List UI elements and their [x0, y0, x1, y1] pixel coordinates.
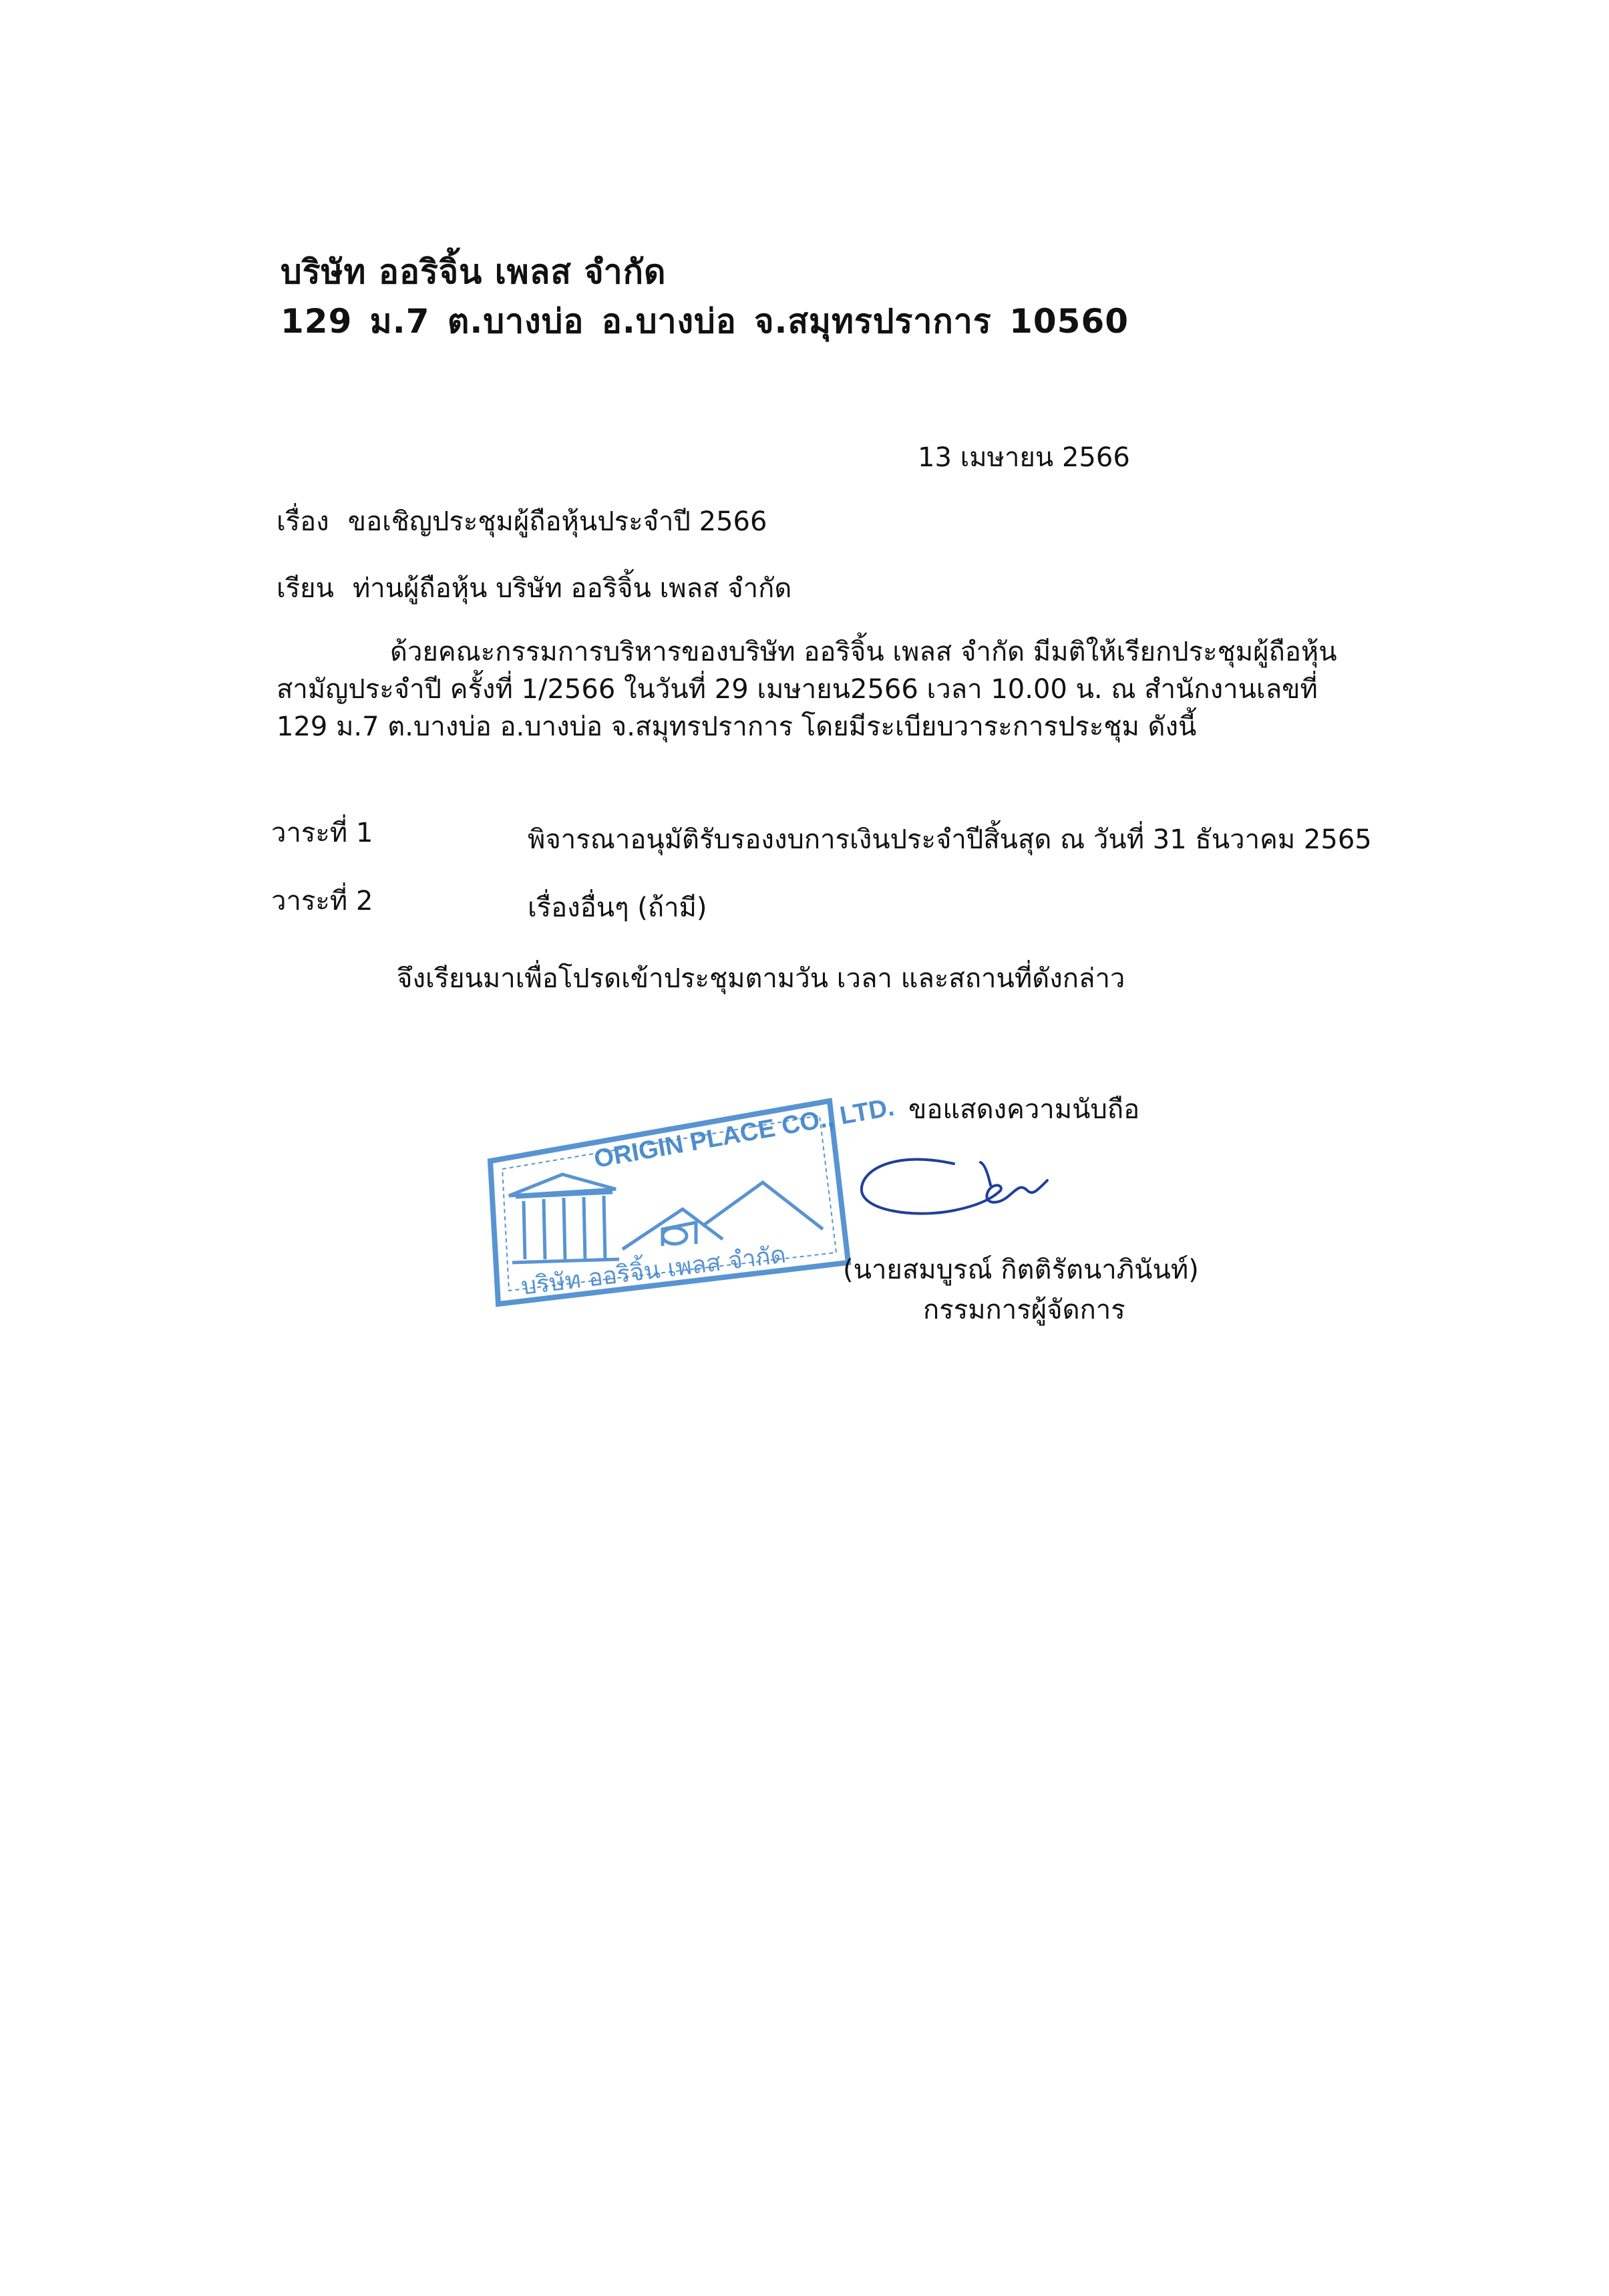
signer-title: กรรมการผู้จัดการ — [923, 1295, 1125, 1325]
stamp-text-th: บริษัท ออริจิ้น เพลส จำกัด — [520, 1241, 787, 1301]
building-columns-icon — [509, 1174, 619, 1263]
signer-name: (นายสมบูรณ์ กิตติรัตนาภินันท์) — [843, 1255, 1199, 1285]
letter-date: 13 เมษายน 2566 — [918, 442, 1130, 473]
company-stamp — [482, 1093, 896, 1316]
stamp-text-en: ORIGIN PLACE CO., LTD. — [592, 1093, 896, 1174]
body-paragraph — [277, 633, 1412, 746]
paragraph-line: สามัญประจำปี ครั้งที่ 1/2566 ในวันที่ 29 เมษายน2566 เวลา 10.00 น. ณ สำนักงานเลขที่ — [277, 674, 1318, 705]
subject-line — [277, 500, 767, 542]
company-address: 129 ม.7 ต.บางบ่อ อ.บางบ่อ จ.สมุทรปราการ 10560 — [281, 302, 1129, 341]
house-roof-icon — [622, 1182, 823, 1249]
recipient-line — [277, 566, 791, 609]
agenda-number: วาระที่ 2 — [271, 886, 373, 917]
paragraph-line: 129 ม.7 ต.บางบ่อ อ.บางบ่อ จ.สมุทรปราการ โดยมีระเบียบวาระการประชุม ดังนี้ — [277, 711, 1197, 742]
agenda-text: พิจารณาอนุมัติรับรองงบการเงินประจำปีสิ้นสุด ณ วันที่ 31 ธันวาคม 2565 — [528, 824, 1372, 855]
subject-label: เรื่อง — [277, 506, 329, 537]
handwritten-signature — [854, 1144, 1067, 1231]
agenda-number: วาระที่ 1 — [271, 818, 373, 848]
paragraph-line: ด้วยคณะกรรมการบริหารของบริษัท ออริจิ้น เพลส จำกัด มีมติให้เรียกประชุมผู้ถือหุ้น — [390, 637, 1337, 667]
regards-line: ขอแสดงความนับถือ — [908, 1094, 1140, 1125]
closing-sentence: จึงเรียนมาเพื่อโปรดเข้าประชุมตามวัน เวลา และสถานที่ดังกล่าว — [397, 963, 1125, 994]
company-name: บริษัท ออริจิ้น เพลส จำกัด — [281, 253, 667, 291]
recipient-label: เรียน — [277, 573, 334, 604]
agenda-text: เรื่องอื่นๆ (ถ้ามี) — [528, 892, 707, 923]
recipient-text: ท่านผู้ถือหุ้น บริษัท ออริจิ้น เพลส จำกัด — [352, 573, 792, 604]
subject-text: ขอเชิญประชุมผู้ถือหุ้นประจำปี 2566 — [347, 506, 767, 537]
